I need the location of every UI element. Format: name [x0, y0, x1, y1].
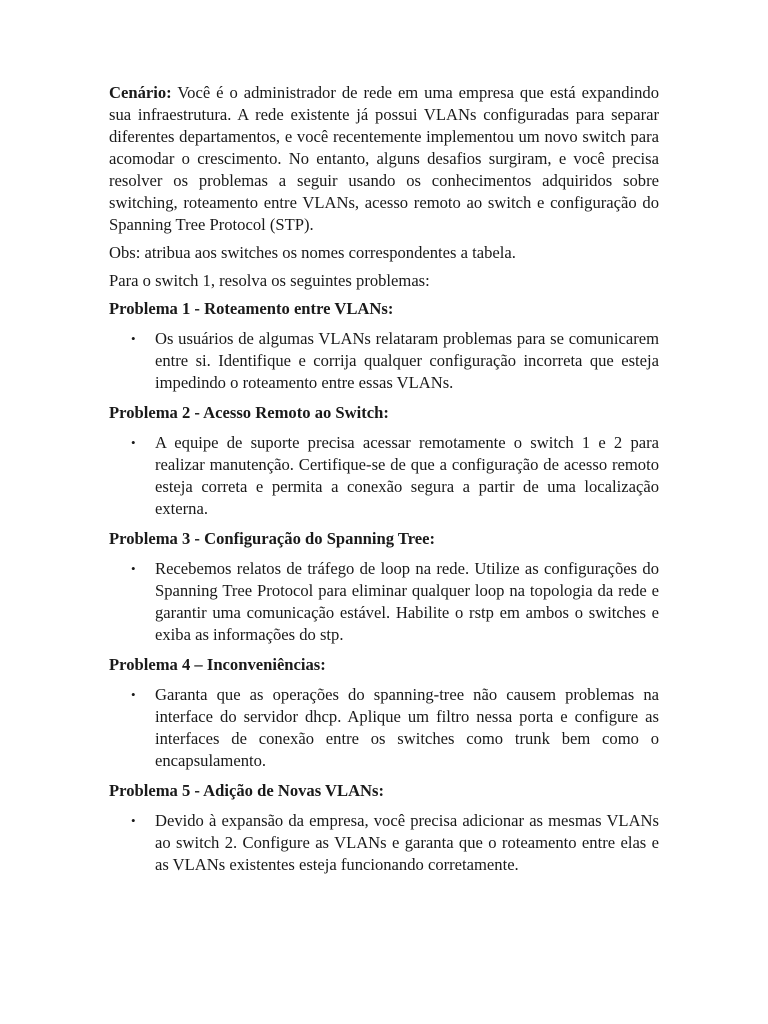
bullet-icon: •	[131, 687, 136, 702]
bullet-icon: •	[131, 561, 136, 576]
bullet-icon: •	[131, 435, 136, 450]
problem-1-heading: Problema 1 - Roteamento entre VLANs:	[109, 299, 394, 318]
problem-3-heading: Problema 3 - Configuração do Spanning Tree:	[109, 529, 436, 548]
problem-3-bullet	[109, 558, 659, 646]
problem-4-bullet	[109, 684, 659, 772]
problem-4-text: Garanta que as operações do spanning-tree não causem problemas na interface do servidor dhcp. Aplique um filtro nessa porta e configure as interfaces de conexão entre os switches como trunk bem como o encapsulamento.	[155, 685, 659, 770]
obs-paragraph: Obs: atribua aos switches os nomes correspondentes a tabela.	[109, 243, 516, 262]
problem-2-heading: Problema 2 - Acesso Remoto ao Switch:	[109, 403, 389, 422]
problem-1-bullet	[109, 328, 659, 394]
bullet-icon: •	[131, 813, 136, 828]
problem-3-text: Recebemos relatos de tráfego de loop na rede. Utilize as configurações do Spanning Tree Protocol para eliminar qualquer loop na topologia da rede e garantir uma comunicação estável. Habilite o rstp em ambos o switches e exiba as informações do stp.	[155, 559, 659, 644]
problem-3-list	[109, 558, 659, 646]
problem-5-text: Devido à expansão da empresa, você precisa adicionar as mesmas VLANs ao switch 2. Configure as VLANs e garanta que o roteamento entre elas e as VLANs existentes esteja funcionando corretamente.	[155, 811, 659, 874]
bullet-icon: •	[131, 331, 136, 346]
problem-1-list	[109, 328, 659, 394]
scenario-text: Você é o administrador de rede em uma empresa que está expandindo sua infraestrutura. A rede existente já possui VLANs configuradas para separar diferentes departamentos, e você recentemente implementou um novo switch para acomodar o crescimento. No entanto, alguns desafios surgiram, e você precisa resolver os problemas a seguir usando os conhecimentos adquiridos sobre switching, roteamento entre VLANs, acesso remoto ao switch e configuração do Spanning Tree Protocol (STP).	[109, 83, 659, 234]
problem-4-heading: Problema 4 – Inconveniências:	[109, 655, 326, 674]
scenario-paragraph	[109, 82, 659, 236]
problem-1-text: Os usuários de algumas VLANs relataram problemas para se comunicarem entre si. Identifique e corrija qualquer configuração incorreta que esteja impedindo o roteamento entre essas VLANs.	[155, 329, 659, 392]
document-page	[109, 82, 659, 884]
problem-5-list	[109, 810, 659, 876]
problem-5-heading: Problema 5 - Adição de Novas VLANs:	[109, 781, 385, 800]
switch-intro-paragraph: Para o switch 1, resolva os seguintes problemas:	[109, 271, 430, 290]
problem-2-text: A equipe de suporte precisa acessar remotamente o switch 1 e 2 para realizar manutenção. Certifique-se de que a configuração de acesso remoto esteja correta e permita a conexão segura a partir de uma localização externa.	[155, 433, 659, 518]
problem-2-list	[109, 432, 659, 520]
problem-2-bullet	[109, 432, 659, 520]
problem-5-bullet	[109, 810, 659, 876]
problem-4-list	[109, 684, 659, 772]
scenario-label: Cenário:	[109, 83, 172, 102]
